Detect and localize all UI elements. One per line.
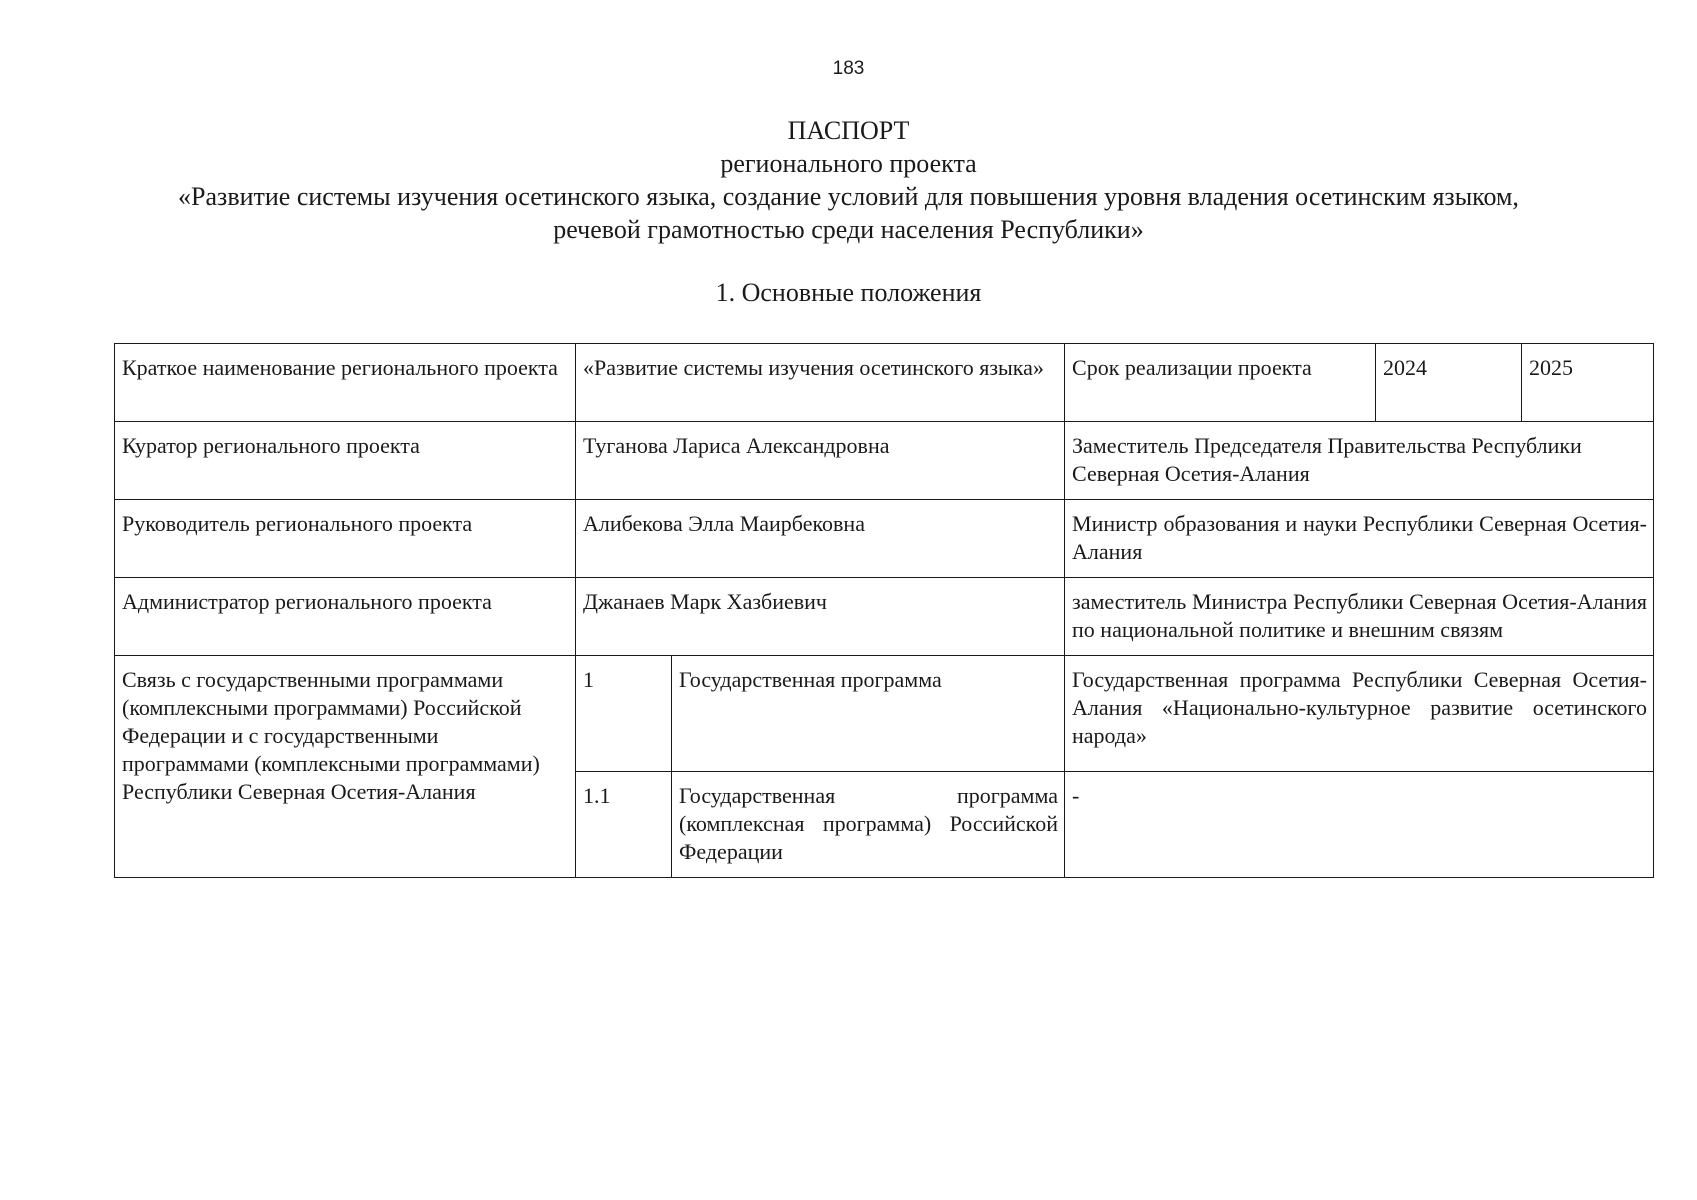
- administrator-name: Джанаев Марк Хазбиевич: [576, 578, 1065, 656]
- passport-table: [114, 343, 1654, 878]
- program-value: Государственная программа Республики Северная Осетия-Алания «Национально-культурное развитие осетинского народа»: [1065, 656, 1654, 772]
- start-year: 2024: [1376, 344, 1522, 422]
- program-type: Государственная программа (комплексная программа) Российской Федерации: [672, 772, 1065, 878]
- head-label: Руководитель регионального проекта: [115, 500, 576, 578]
- document-heading: [100, 114, 1597, 246]
- administrator-position: заместитель Министра Республики Северная Осетия-Алания по национальной политике и внешним связям: [1065, 578, 1654, 656]
- head-name: Алибекова Элла Маирбековна: [576, 500, 1065, 578]
- programs-label: Связь с государственными программами (комплексными программами) Российской Федерации и с государственными программами (комплексными программами) Республики Северная Осетия-Алания: [115, 656, 576, 878]
- heading-project-name-line1: «Развитие системы изучения осетинского языка, создание условий для повышения уровня владения осетинским языком,: [178, 182, 1519, 211]
- table-row: [115, 500, 1654, 578]
- table-row: [115, 422, 1654, 500]
- program-number: 1: [576, 656, 672, 772]
- section-title: 1. Основные положения: [715, 278, 982, 307]
- heading-project-name-line2: речевой грамотностью среди населения Республики»: [553, 215, 1144, 244]
- page-number: 183: [832, 58, 865, 79]
- end-year: 2025: [1522, 344, 1654, 422]
- heading-subtitle: регионального проекта: [720, 149, 977, 178]
- heading-title: ПАСПОРТ: [787, 116, 910, 145]
- head-position: Министр образования и науки Республики Северная Осетия-Алания: [1065, 500, 1654, 578]
- program-number: 1.1: [576, 772, 672, 878]
- short-name-value: «Развитие системы изучения осетинского языка»: [576, 344, 1065, 422]
- table-row: [115, 578, 1654, 656]
- curator-name: Туганова Лариса Александровна: [576, 422, 1065, 500]
- program-value: -: [1065, 772, 1654, 878]
- administrator-label: Администратор регионального проекта: [115, 578, 576, 656]
- program-type: Государственная программа: [672, 656, 1065, 772]
- curator-label: Куратор регионального проекта: [115, 422, 576, 500]
- table-row: [115, 656, 1654, 772]
- short-name-label: Краткое наименование регионального проекта: [115, 344, 576, 422]
- period-label: Срок реализации проекта: [1065, 344, 1376, 422]
- table-row: [115, 344, 1654, 422]
- curator-position: Заместитель Председателя Правительства Республики Северная Осетия-Алания: [1065, 422, 1654, 500]
